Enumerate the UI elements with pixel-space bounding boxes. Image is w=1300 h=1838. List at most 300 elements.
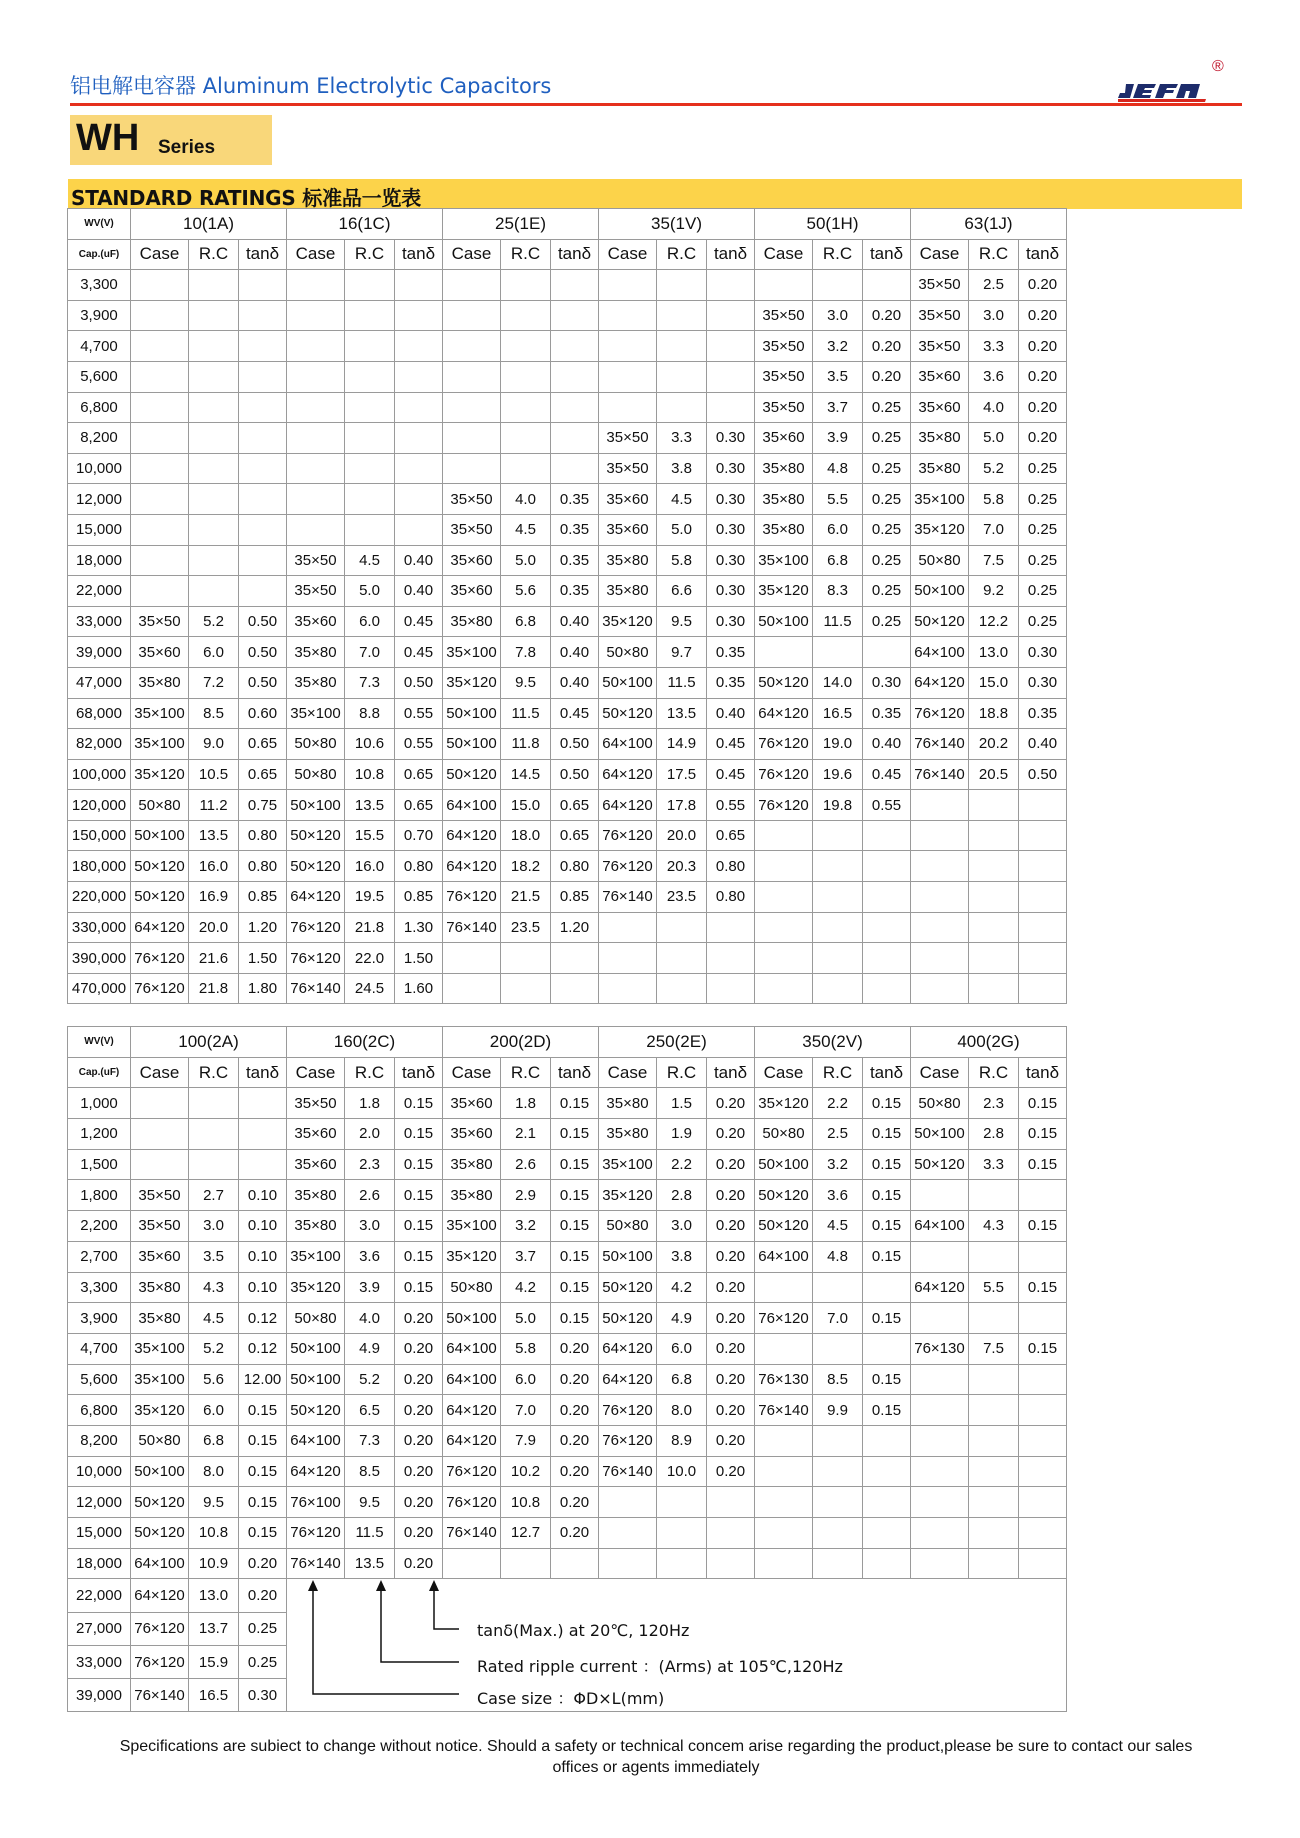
case-cell: 35×80 bbox=[755, 453, 813, 484]
tan-cell: 0.85 bbox=[395, 882, 443, 913]
case-cell bbox=[599, 1548, 657, 1579]
case-cell: 50×100 bbox=[755, 606, 813, 637]
tan-cell bbox=[551, 361, 599, 392]
table-row bbox=[68, 1119, 1067, 1150]
case-cell: 50×120 bbox=[911, 1149, 969, 1180]
tan-cell bbox=[239, 453, 287, 484]
case-cell bbox=[131, 392, 189, 423]
rc-cell: 4.5 bbox=[813, 1211, 863, 1242]
case-cell: 50×80 bbox=[911, 1088, 969, 1119]
rc-cell bbox=[969, 1241, 1019, 1272]
subheader-rc: R.C bbox=[345, 1057, 395, 1088]
tan-cell bbox=[395, 453, 443, 484]
table-row bbox=[68, 423, 1067, 454]
case-cell bbox=[911, 1395, 969, 1426]
tan-cell: 0.20 bbox=[863, 331, 911, 362]
rc-cell: 4.8 bbox=[813, 453, 863, 484]
capacitance-cell: 330,000 bbox=[68, 912, 131, 943]
case-cell bbox=[131, 484, 189, 515]
case-cell: 76×140 bbox=[911, 759, 969, 790]
case-cell bbox=[131, 300, 189, 331]
rc-cell bbox=[813, 973, 863, 1004]
case-cell: 35×60 bbox=[131, 637, 189, 668]
tan-cell: 0.75 bbox=[239, 790, 287, 821]
rc-cell: 3.0 bbox=[969, 300, 1019, 331]
rc-cell: 8.5 bbox=[345, 1456, 395, 1487]
table-row bbox=[68, 1180, 1067, 1211]
tan-cell: 0.20 bbox=[395, 1395, 443, 1426]
rc-cell bbox=[813, 637, 863, 668]
capacitance-cell: 18,000 bbox=[68, 545, 131, 576]
rc-cell: 5.2 bbox=[345, 1364, 395, 1395]
tan-cell: 0.20 bbox=[707, 1364, 755, 1395]
series-badge bbox=[70, 115, 272, 165]
case-cell: 76×120 bbox=[131, 1612, 189, 1645]
case-cell: 35×50 bbox=[131, 1211, 189, 1242]
case-cell: 50×120 bbox=[287, 851, 345, 882]
rc-cell bbox=[657, 943, 707, 974]
rc-cell: 8.8 bbox=[345, 698, 395, 729]
tan-cell bbox=[707, 973, 755, 1004]
case-cell bbox=[131, 423, 189, 454]
table-row bbox=[68, 545, 1067, 576]
case-cell bbox=[599, 1518, 657, 1549]
case-cell: 50×120 bbox=[287, 820, 345, 851]
rc-cell: 15.9 bbox=[189, 1645, 239, 1678]
tan-cell: 0.20 bbox=[707, 1333, 755, 1364]
subheader-case: Case bbox=[911, 239, 969, 270]
brand-logo bbox=[1118, 84, 1208, 102]
rc-cell: 5.8 bbox=[501, 1333, 551, 1364]
capacitance-cell: 180,000 bbox=[68, 851, 131, 882]
case-cell bbox=[131, 1149, 189, 1180]
case-cell: 35×80 bbox=[131, 1303, 189, 1334]
table-row bbox=[68, 943, 1067, 974]
subheader-rc: R.C bbox=[189, 239, 239, 270]
rc-cell: 8.5 bbox=[189, 698, 239, 729]
case-cell: 76×120 bbox=[599, 1425, 657, 1456]
tan-cell: 0.15 bbox=[863, 1119, 911, 1150]
rc-cell: 16.5 bbox=[189, 1679, 239, 1712]
tan-cell bbox=[551, 943, 599, 974]
case-cell: 50×80 bbox=[599, 637, 657, 668]
case-cell bbox=[443, 392, 501, 423]
capacitance-cell: 27,000 bbox=[68, 1612, 131, 1645]
table-row bbox=[68, 1272, 1067, 1303]
rc-cell bbox=[657, 1487, 707, 1518]
tan-cell: 0.40 bbox=[707, 698, 755, 729]
tan-cell: 0.35 bbox=[551, 545, 599, 576]
capacitance-cell: 3,900 bbox=[68, 300, 131, 331]
case-cell: 35×80 bbox=[443, 1149, 501, 1180]
case-cell: 35×50 bbox=[599, 453, 657, 484]
tan-cell bbox=[1019, 882, 1067, 913]
case-cell bbox=[911, 1487, 969, 1518]
rc-cell: 1.8 bbox=[501, 1088, 551, 1119]
case-cell bbox=[443, 300, 501, 331]
case-cell: 50×100 bbox=[911, 1119, 969, 1150]
case-cell: 35×80 bbox=[131, 1272, 189, 1303]
case-cell bbox=[599, 270, 657, 301]
section-title: STANDARD RATINGS 标准品一览表 bbox=[71, 186, 422, 210]
capacitance-cell: 82,000 bbox=[68, 729, 131, 760]
voltage-header: 350(2V) bbox=[755, 1027, 911, 1058]
case-cell: 50×80 bbox=[287, 729, 345, 760]
tan-cell: 0.15 bbox=[1019, 1272, 1067, 1303]
tan-cell bbox=[1019, 973, 1067, 1004]
rc-cell: 18.8 bbox=[969, 698, 1019, 729]
case-cell bbox=[755, 1456, 813, 1487]
capacitance-cell: 1,200 bbox=[68, 1119, 131, 1150]
rc-cell bbox=[813, 1272, 863, 1303]
case-cell bbox=[287, 392, 345, 423]
tan-cell: 0.15 bbox=[239, 1425, 287, 1456]
rc-cell: 3.2 bbox=[813, 331, 863, 362]
subheader-case: Case bbox=[599, 239, 657, 270]
rc-cell: 4.2 bbox=[657, 1272, 707, 1303]
case-cell: 35×50 bbox=[131, 1180, 189, 1211]
tan-cell bbox=[863, 882, 911, 913]
tan-cell bbox=[863, 973, 911, 1004]
tan-cell bbox=[1019, 1487, 1067, 1518]
case-cell bbox=[911, 1180, 969, 1211]
tan-cell bbox=[863, 820, 911, 851]
case-cell: 76×120 bbox=[755, 729, 813, 760]
rc-cell: 21.8 bbox=[189, 973, 239, 1004]
tan-cell: 0.35 bbox=[863, 698, 911, 729]
rc-cell: 16.0 bbox=[189, 851, 239, 882]
tan-cell bbox=[551, 453, 599, 484]
case-cell: 50×120 bbox=[443, 759, 501, 790]
case-cell: 35×50 bbox=[911, 331, 969, 362]
legend-holder bbox=[287, 1579, 1066, 1711]
rc-cell bbox=[813, 1456, 863, 1487]
tan-cell: 0.10 bbox=[239, 1180, 287, 1211]
tan-cell bbox=[863, 1548, 911, 1579]
rc-cell: 5.0 bbox=[501, 1303, 551, 1334]
table-row bbox=[68, 484, 1067, 515]
tan-cell bbox=[1019, 1395, 1067, 1426]
case-cell bbox=[599, 392, 657, 423]
capacitance-cell: 33,000 bbox=[68, 606, 131, 637]
rc-cell: 9.5 bbox=[501, 667, 551, 698]
case-cell: 64×120 bbox=[599, 1333, 657, 1364]
case-cell bbox=[755, 943, 813, 974]
rc-cell: 2.9 bbox=[501, 1180, 551, 1211]
table-row bbox=[68, 759, 1067, 790]
capacitance-cell: 6,800 bbox=[68, 392, 131, 423]
voltage-header: 16(1C) bbox=[287, 209, 443, 240]
rc-cell bbox=[501, 300, 551, 331]
tan-cell: 0.50 bbox=[551, 759, 599, 790]
tan-cell: 0.40 bbox=[863, 729, 911, 760]
rc-cell bbox=[813, 1487, 863, 1518]
case-cell: 35×100 bbox=[287, 1241, 345, 1272]
rc-cell: 10.9 bbox=[189, 1548, 239, 1579]
table-row bbox=[68, 667, 1067, 698]
tan-cell: 0.15 bbox=[551, 1088, 599, 1119]
rc-cell bbox=[189, 392, 239, 423]
case-cell bbox=[599, 300, 657, 331]
tan-cell: 0.55 bbox=[707, 790, 755, 821]
case-cell: 64×100 bbox=[287, 1425, 345, 1456]
case-cell: 35×120 bbox=[443, 667, 501, 698]
case-cell: 50×120 bbox=[755, 667, 813, 698]
rc-cell: 14.5 bbox=[501, 759, 551, 790]
rc-cell: 6.0 bbox=[813, 514, 863, 545]
rc-cell: 21.5 bbox=[501, 882, 551, 913]
case-cell: 76×120 bbox=[443, 1487, 501, 1518]
rc-cell: 11.5 bbox=[501, 698, 551, 729]
rc-cell: 18.2 bbox=[501, 851, 551, 882]
tan-cell: 0.20 bbox=[1019, 300, 1067, 331]
case-cell: 50×80 bbox=[599, 1211, 657, 1242]
rc-cell: 4.5 bbox=[345, 545, 395, 576]
rc-cell: 8.5 bbox=[813, 1364, 863, 1395]
tan-cell: 0.35 bbox=[551, 576, 599, 607]
tan-cell bbox=[863, 1333, 911, 1364]
capacitance-cell: 18,000 bbox=[68, 1548, 131, 1579]
tan-cell bbox=[1019, 1425, 1067, 1456]
tan-cell: 0.20 bbox=[1019, 331, 1067, 362]
rc-cell: 7.8 bbox=[501, 637, 551, 668]
subheader-case: Case bbox=[443, 239, 501, 270]
tan-cell bbox=[395, 514, 443, 545]
rc-cell: 1.8 bbox=[345, 1088, 395, 1119]
tan-cell bbox=[707, 1487, 755, 1518]
case-cell: 50×100 bbox=[443, 729, 501, 760]
rc-cell: 11.5 bbox=[345, 1518, 395, 1549]
case-cell: 35×50 bbox=[755, 300, 813, 331]
tan-cell bbox=[707, 300, 755, 331]
tan-cell: 0.20 bbox=[395, 1303, 443, 1334]
voltage-header: 100(2A) bbox=[131, 1027, 287, 1058]
capacitance-cell: 2,200 bbox=[68, 1211, 131, 1242]
case-cell: 76×140 bbox=[755, 1395, 813, 1426]
rc-cell bbox=[345, 392, 395, 423]
case-cell: 35×50 bbox=[599, 423, 657, 454]
rc-cell: 7.5 bbox=[969, 1333, 1019, 1364]
rc-cell: 3.5 bbox=[813, 361, 863, 392]
case-cell: 35×80 bbox=[131, 667, 189, 698]
tan-cell: 0.20 bbox=[395, 1364, 443, 1395]
rc-cell: 7.0 bbox=[501, 1395, 551, 1426]
tan-cell: 0.25 bbox=[1019, 514, 1067, 545]
capacitance-cell: 3,300 bbox=[68, 1272, 131, 1303]
tan-cell: 0.25 bbox=[1019, 576, 1067, 607]
rc-cell: 1.9 bbox=[657, 1119, 707, 1150]
tan-cell: 0.15 bbox=[551, 1149, 599, 1180]
tan-cell bbox=[863, 637, 911, 668]
subheader-rc: R.C bbox=[657, 239, 707, 270]
case-cell: 76×120 bbox=[599, 851, 657, 882]
subheader-tan: tanδ bbox=[395, 239, 443, 270]
rc-cell: 3.2 bbox=[813, 1149, 863, 1180]
ratings-table-low-voltage bbox=[67, 208, 1067, 1004]
rc-cell bbox=[657, 973, 707, 1004]
table-row bbox=[68, 514, 1067, 545]
tan-cell: 0.25 bbox=[863, 484, 911, 515]
table-row bbox=[68, 912, 1067, 943]
rc-cell: 13.5 bbox=[345, 790, 395, 821]
tan-cell: 0.70 bbox=[395, 820, 443, 851]
rc-cell bbox=[969, 1303, 1019, 1334]
tan-cell bbox=[239, 1088, 287, 1119]
capacitance-cell: 47,000 bbox=[68, 667, 131, 698]
rc-cell: 14.0 bbox=[813, 667, 863, 698]
case-cell: 35×60 bbox=[443, 1119, 501, 1150]
case-cell: 35×80 bbox=[755, 484, 813, 515]
subheader-case: Case bbox=[599, 1057, 657, 1088]
rc-cell: 3.9 bbox=[345, 1272, 395, 1303]
rc-cell bbox=[657, 270, 707, 301]
rc-cell bbox=[189, 361, 239, 392]
case-cell: 64×120 bbox=[755, 698, 813, 729]
case-cell: 76×140 bbox=[599, 882, 657, 913]
capacitance-cell: 150,000 bbox=[68, 820, 131, 851]
rc-cell: 15.5 bbox=[345, 820, 395, 851]
tan-cell: 0.20 bbox=[863, 300, 911, 331]
rc-cell bbox=[969, 1425, 1019, 1456]
tan-cell bbox=[239, 545, 287, 576]
case-cell: 50×120 bbox=[131, 882, 189, 913]
rc-cell: 4.3 bbox=[969, 1211, 1019, 1242]
case-cell: 35×80 bbox=[287, 637, 345, 668]
case-cell: 64×120 bbox=[287, 1456, 345, 1487]
rc-cell: 3.0 bbox=[345, 1211, 395, 1242]
rc-cell: 7.0 bbox=[969, 514, 1019, 545]
legend-tan: tanδ(Max.) at 20℃, 120Hz bbox=[477, 1621, 690, 1641]
subheader-case: Case bbox=[287, 1057, 345, 1088]
rc-cell: 5.6 bbox=[189, 1364, 239, 1395]
case-cell bbox=[755, 912, 813, 943]
tan-cell bbox=[395, 331, 443, 362]
rc-cell: 6.0 bbox=[189, 1395, 239, 1426]
case-cell: 35×120 bbox=[599, 1180, 657, 1211]
case-cell: 35×100 bbox=[131, 698, 189, 729]
document-title: 铝电解电容器 Aluminum Electrolytic Capacitors bbox=[70, 74, 552, 98]
case-cell: 50×100 bbox=[287, 1364, 345, 1395]
rc-cell: 2.5 bbox=[813, 1119, 863, 1150]
tan-cell bbox=[239, 392, 287, 423]
tan-cell: 0.20 bbox=[551, 1487, 599, 1518]
case-cell: 35×50 bbox=[911, 300, 969, 331]
capacitance-cell: 10,000 bbox=[68, 1456, 131, 1487]
case-cell bbox=[755, 820, 813, 851]
tan-cell: 0.25 bbox=[863, 514, 911, 545]
tan-cell: 0.15 bbox=[395, 1149, 443, 1180]
rc-cell: 4.5 bbox=[189, 1303, 239, 1334]
tan-cell: 0.25 bbox=[863, 453, 911, 484]
case-cell: 76×120 bbox=[443, 1456, 501, 1487]
tan-cell: 0.25 bbox=[1019, 484, 1067, 515]
tan-cell bbox=[707, 331, 755, 362]
rc-cell bbox=[189, 453, 239, 484]
rc-cell: 2.1 bbox=[501, 1119, 551, 1150]
rc-cell: 2.5 bbox=[969, 270, 1019, 301]
rc-cell: 7.2 bbox=[189, 667, 239, 698]
rc-cell: 2.7 bbox=[189, 1180, 239, 1211]
series-code: WH bbox=[76, 117, 140, 159]
table-row bbox=[68, 1088, 1067, 1119]
rc-cell bbox=[189, 1119, 239, 1150]
case-cell bbox=[755, 1272, 813, 1303]
tan-cell: 0.20 bbox=[707, 1211, 755, 1242]
case-cell: 50×120 bbox=[599, 1272, 657, 1303]
rc-cell bbox=[813, 882, 863, 913]
tan-cell: 0.40 bbox=[1019, 729, 1067, 760]
rc-cell bbox=[657, 912, 707, 943]
case-cell: 64×120 bbox=[443, 1395, 501, 1426]
case-cell: 64×100 bbox=[599, 729, 657, 760]
rc-cell: 3.6 bbox=[969, 361, 1019, 392]
rc-cell: 20.2 bbox=[969, 729, 1019, 760]
rc-cell bbox=[657, 361, 707, 392]
tan-cell: 0.50 bbox=[239, 637, 287, 668]
footer-line-1: Specifications are subiect to change without notice. Should a safety or technical concem arise regarding the product,please be sure to contact our sales bbox=[119, 1738, 1193, 1755]
rc-cell: 4.0 bbox=[345, 1303, 395, 1334]
subheader-case: Case bbox=[755, 1057, 813, 1088]
rc-cell bbox=[189, 484, 239, 515]
tan-cell: 0.65 bbox=[395, 759, 443, 790]
capacitance-cell: 15,000 bbox=[68, 1518, 131, 1549]
table-row bbox=[68, 637, 1067, 668]
case-cell: 64×120 bbox=[131, 912, 189, 943]
rc-cell bbox=[345, 361, 395, 392]
tan-cell: 0.25 bbox=[1019, 545, 1067, 576]
tan-cell: 0.20 bbox=[707, 1456, 755, 1487]
rc-cell: 14.9 bbox=[657, 729, 707, 760]
tan-cell: 0.20 bbox=[863, 361, 911, 392]
tan-cell: 0.80 bbox=[707, 882, 755, 913]
tan-cell bbox=[707, 270, 755, 301]
rc-cell: 16.9 bbox=[189, 882, 239, 913]
tan-cell: 0.45 bbox=[395, 606, 443, 637]
case-cell: 35×80 bbox=[599, 576, 657, 607]
case-cell bbox=[911, 973, 969, 1004]
tan-cell: 0.15 bbox=[1019, 1119, 1067, 1150]
table-row bbox=[68, 973, 1067, 1004]
table-row bbox=[68, 820, 1067, 851]
rc-cell: 24.5 bbox=[345, 973, 395, 1004]
legend-arrows bbox=[287, 1579, 487, 1711]
tan-cell: 1.50 bbox=[395, 943, 443, 974]
tan-cell: 0.15 bbox=[395, 1241, 443, 1272]
case-cell: 35×80 bbox=[287, 667, 345, 698]
case-cell: 35×50 bbox=[287, 576, 345, 607]
case-cell: 50×100 bbox=[443, 1303, 501, 1334]
case-cell: 35×100 bbox=[287, 698, 345, 729]
tan-cell bbox=[863, 1518, 911, 1549]
rc-cell: 1.5 bbox=[657, 1088, 707, 1119]
rc-cell: 13.7 bbox=[189, 1612, 239, 1645]
rc-cell bbox=[969, 1518, 1019, 1549]
case-cell bbox=[599, 361, 657, 392]
rc-cell bbox=[345, 270, 395, 301]
tan-cell: 0.45 bbox=[551, 698, 599, 729]
tan-cell: 0.15 bbox=[1019, 1088, 1067, 1119]
subheader-tan: tanδ bbox=[551, 1057, 599, 1088]
subheader-tan: tanδ bbox=[707, 239, 755, 270]
case-cell: 35×50 bbox=[443, 484, 501, 515]
tan-cell: 0.25 bbox=[1019, 606, 1067, 637]
tan-cell: 0.25 bbox=[863, 606, 911, 637]
capacitance-cell: 39,000 bbox=[68, 1679, 131, 1712]
tan-cell bbox=[707, 912, 755, 943]
tan-cell bbox=[1019, 1303, 1067, 1334]
voltage-header-row bbox=[68, 209, 1067, 240]
tan-cell: 0.20 bbox=[707, 1149, 755, 1180]
